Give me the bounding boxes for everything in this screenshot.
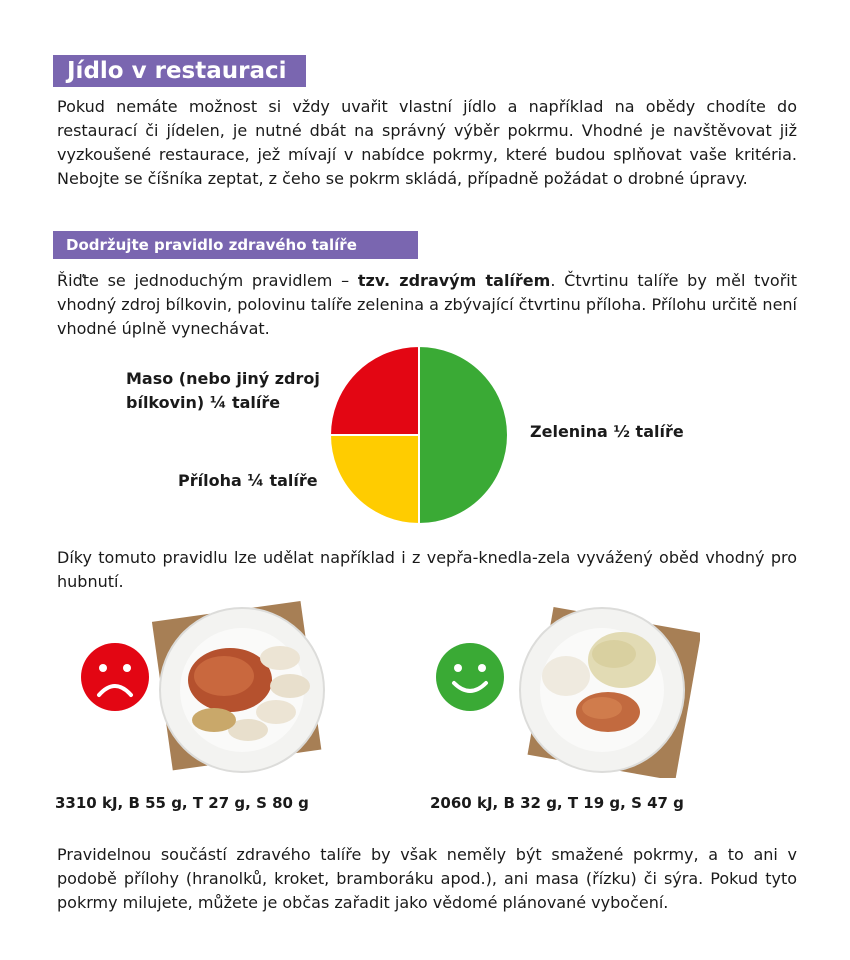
rule-text-before: Řiďte se jednoduchým pravidlem – [57,271,358,290]
rule-paragraph [57,269,797,341]
happy-face-icon [430,637,510,717]
intro-paragraph: Pokud nemáte možnost si vždy uvařit vlastní jídlo a například na obědy chodíte do restaurací či jídelen, je nutné dbát na správný výběr pokrmu. Vhodné je navštěvovat již vyzkoušené restaurace, jež mívají v nabídce pokrmy, které budou splňovat vaše kritéria. Nebojte se číšníka zeptat, z čeho se pokrm skládá, případně požádat o drobné úpravy. [57,97,797,188]
unhealthy-meal-photo [152,598,332,778]
subheading-banner [53,231,418,259]
pie-label-vegetables: Zelenina ½ talíře [530,422,684,441]
section-subheading: Dodržujte pravidlo zdravého talíře [66,236,357,254]
sad-face-icon [75,637,155,717]
example-paragraph: Díky tomuto pravidlu lze udělat například i z vepřa-knedla-zela vyvážený oběd vhodný pro hubnutí. [57,548,797,591]
unhealthy-meal-nutrition: 3310 kJ, B 55 g, T 27 g, S 80 g [55,794,309,812]
closing-paragraph: Pravidelnou součástí zdravého talíře by však neměly být smažené pokrmy, a to ani v podobě přílohy (hranolků, kroket, bramboráku apod.), ani masa (řízku) či sýra. Pokud tyto pokrmy milujete, můžete je občas zařadit jako vědomé plánované vybočení. [57,845,797,912]
pie-slice-side-dish [330,435,419,524]
healthy-meal-nutrition: 2060 kJ, B 32 g, T 19 g, S 47 g [430,794,684,812]
pie-slice-vegetables [419,346,508,524]
pie-label-side-dish: Příloha ¼ talíře [178,471,318,490]
rule-text-after: . Čtvrtinu talíře by měl tvořit vhodný zdroj bílkovin, polovinu talíře zelenina a zbývající čtvrtinu příloha. Přílohu určitě není vhodné úplně vynechávat. [57,271,797,338]
pie-slice-protein [330,346,419,435]
rule-text-bold: tzv. zdravým talířem [357,271,551,290]
pie-label-protein: Maso (nebo jiný zdroj bílkovin) ¼ talíře [126,369,320,412]
healthy-meal-photo [510,598,700,778]
page-title: Jídlo v restauraci [67,58,287,84]
healthy-plate-pie-chart [329,345,509,525]
title-banner [53,55,306,87]
